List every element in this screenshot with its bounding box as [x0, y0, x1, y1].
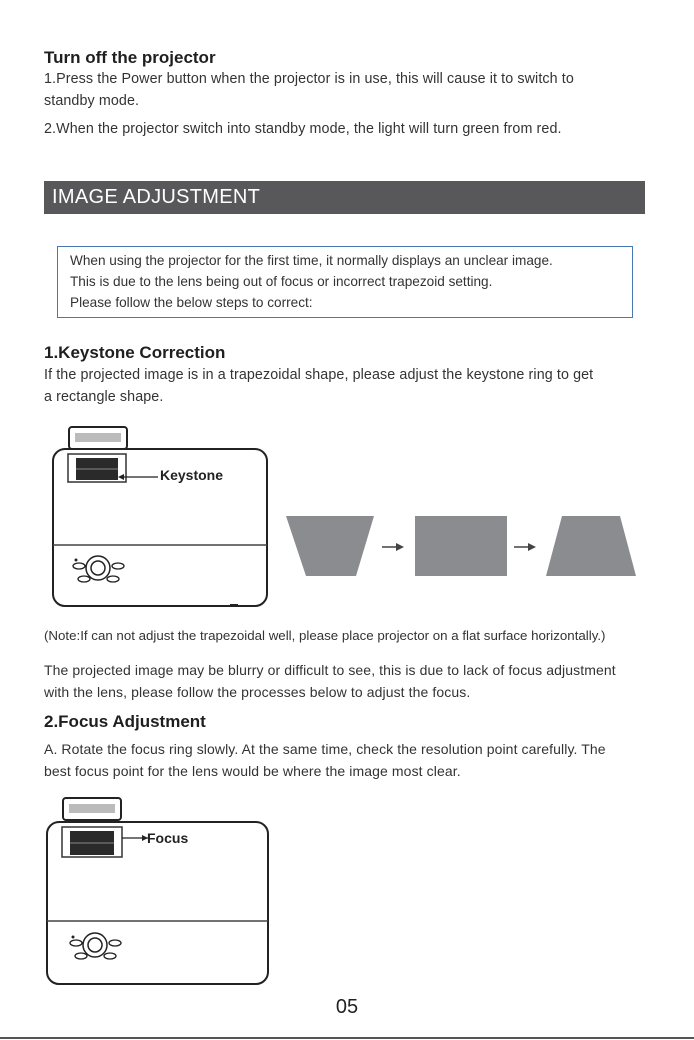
projector-keystone-illustration: [44, 420, 284, 612]
projector-focus-illustration: [40, 792, 280, 988]
section-banner-title: IMAGE ADJUSTMENT: [52, 186, 261, 208]
focus-callout-label: Focus: [147, 830, 189, 846]
keystone-shape-sequence: [284, 514, 640, 578]
turn-off-step1-line1: 1.Press the Power button when the projector is in use, this will cause it to switch to: [44, 71, 574, 87]
keystone-text-line2: a rectangle shape.: [44, 389, 164, 405]
intro-note-line1: When using the projector for the first time, it normally displays an unclear image.: [70, 253, 553, 268]
turn-off-heading: Turn off the projector: [44, 48, 216, 67]
page-number: 05: [335, 996, 359, 1018]
flat-surface-note: (Note:If can not adjust the trapezoidal well, please place projector on a flat surface horizontally.): [44, 628, 606, 643]
trapezoid-shape-after: [546, 516, 636, 576]
intro-note-line3: Please follow the below steps to correct:: [70, 295, 313, 310]
keystone-heading: 1.Keystone Correction: [44, 343, 226, 362]
turn-off-step2: 2.When the projector switch into standby mode, the light will turn green from red.: [44, 121, 562, 137]
trapezoid-shape-before: [286, 516, 374, 576]
turn-off-step1-line2: standby mode.: [44, 93, 140, 109]
rectangle-shape-corrected: [415, 516, 507, 576]
keystone-text-line1: If the projected image is in a trapezoidal shape, please adjust the keystone ring to get: [44, 367, 594, 383]
focus-text-line1: A. Rotate the focus ring slowly. At the same time, check the resolution point carefully. The: [44, 741, 606, 757]
blurry-text-line2: with the lens, please follow the processes below to adjust the focus.: [44, 684, 471, 700]
section-banner: [44, 181, 645, 214]
blurry-text-line1: The projected image may be blurry or difficult to see, this is due to lack of focus adjustment: [44, 662, 616, 678]
page-bottom-rule: [0, 1037, 694, 1039]
intro-note-box: [57, 246, 633, 318]
keystone-callout-label: Keystone: [160, 467, 224, 483]
intro-note-line2: This is due to the lens being out of focus or incorrect trapezoid setting.: [70, 274, 493, 289]
focus-heading: 2.Focus Adjustment: [44, 712, 206, 731]
focus-text-line2: best focus point for the lens would be where the image most clear.: [44, 763, 461, 779]
